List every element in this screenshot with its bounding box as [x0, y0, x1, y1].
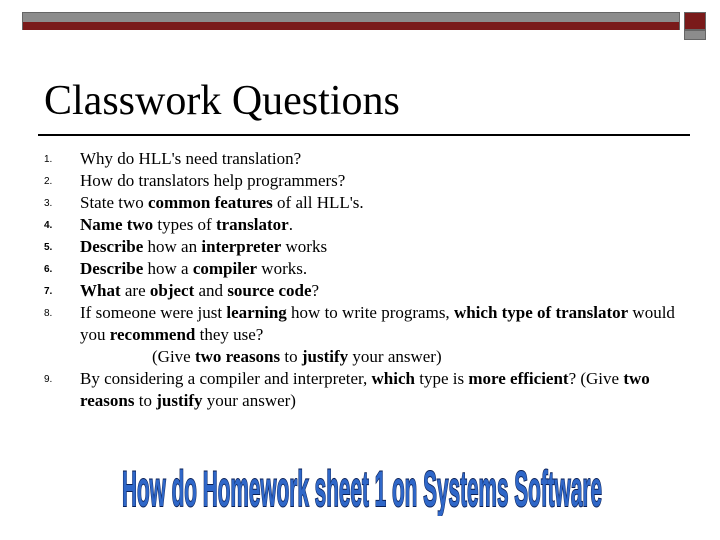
title-underline	[38, 134, 690, 136]
question-text: they use?	[195, 325, 264, 344]
question-keyword: translator	[215, 215, 289, 234]
question-keyword: interpreter	[201, 237, 282, 256]
slide-title: Classwork Questions	[44, 78, 400, 124]
question-keyword: object	[149, 281, 195, 300]
question-text: type is	[415, 369, 469, 388]
question-keyword: learning	[226, 303, 287, 322]
question-keyword: recommend	[109, 325, 196, 344]
question-text: and	[194, 281, 228, 300]
question-number: 2.	[44, 176, 53, 187]
top-bar-grey-band	[23, 13, 679, 22]
question-text: .	[288, 215, 293, 234]
question-list	[44, 148, 684, 412]
question-text: your answer)	[348, 347, 442, 366]
question-number: 6.	[44, 264, 53, 275]
corner-grey-square	[684, 30, 706, 40]
question-keyword: Describe	[80, 237, 144, 256]
question-item	[44, 280, 684, 302]
question-item	[44, 236, 684, 258]
question-item	[44, 302, 684, 368]
question-text: ? (Give	[568, 369, 624, 388]
question-keyword: which	[371, 369, 415, 388]
question-keyword: which type of translator	[453, 303, 629, 322]
question-number: 7.	[44, 286, 53, 297]
question-text: (Give	[152, 347, 195, 366]
question-text: State two	[80, 193, 148, 212]
question-item	[44, 170, 684, 192]
question-text: of all HLL's.	[272, 193, 364, 212]
question-keyword: compiler	[192, 259, 258, 278]
question-keyword: justify	[301, 347, 349, 366]
question-text: By considering a compiler and interpreter,	[80, 369, 372, 388]
question-text: how to write programs,	[286, 303, 454, 322]
question-keyword: source code	[227, 281, 312, 300]
question-number: 9.	[44, 374, 53, 385]
question-keyword: What	[80, 281, 121, 300]
question-item	[44, 192, 684, 214]
question-text: to	[280, 347, 302, 366]
question-indent	[80, 346, 442, 368]
top-bar-red-band	[23, 22, 679, 30]
question-text: how an	[143, 237, 202, 256]
question-text: works.	[257, 259, 308, 278]
question-item	[44, 148, 684, 170]
question-keyword: more efficient	[468, 369, 569, 388]
question-keyword: two reasons	[194, 347, 281, 366]
question-text: how a	[143, 259, 193, 278]
question-text: Why do HLL's need translation?	[80, 149, 302, 168]
question-text: your answer)	[202, 391, 296, 410]
question-number: 1.	[44, 154, 53, 165]
question-number: 5.	[44, 242, 53, 253]
top-decorative-bar	[22, 12, 680, 30]
question-text: works	[281, 237, 328, 256]
homework-banner-text: How do Homework sheet 1 on Systems Software	[122, 461, 602, 516]
question-number: 8.	[44, 308, 53, 319]
question-item	[44, 214, 684, 236]
question-keyword: justify	[156, 391, 203, 410]
question-keyword: Name two	[80, 215, 154, 234]
question-text: If someone were just	[80, 303, 227, 322]
question-text: ?	[311, 281, 320, 300]
question-keyword: common features	[148, 193, 273, 212]
corner-red-square	[684, 12, 706, 30]
question-text: would you	[80, 303, 675, 344]
question-text: types of	[153, 215, 216, 234]
question-text: to	[134, 391, 157, 410]
question-number: 3.	[44, 198, 53, 209]
homework-banner	[118, 460, 606, 516]
question-item	[44, 368, 684, 412]
question-number: 4.	[44, 220, 53, 231]
question-keyword: Describe	[80, 259, 144, 278]
question-text: are	[120, 281, 150, 300]
question-text: How do translators help programmers?	[80, 171, 346, 190]
question-keyword: two reasons	[80, 369, 650, 410]
question-item	[44, 258, 684, 280]
